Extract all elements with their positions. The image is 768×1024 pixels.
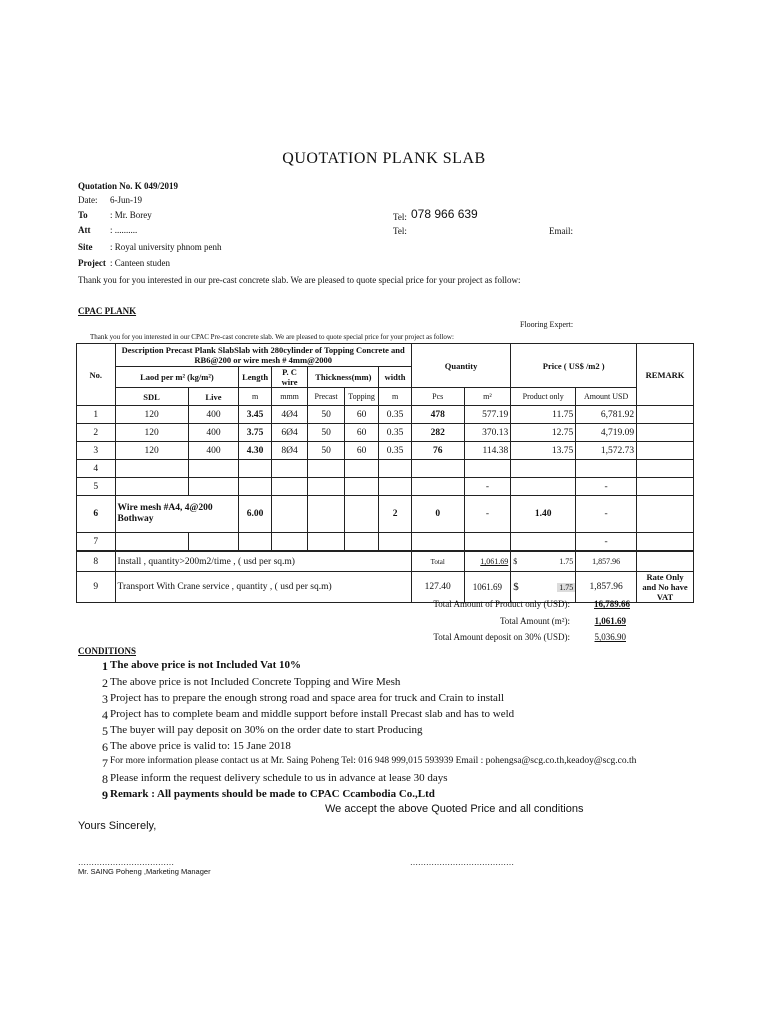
header-row-3 <box>77 388 694 406</box>
cell-length: 4.30 <box>239 442 271 460</box>
signatory-name: Mr. SAING Poheng ,Marketing Manager <box>78 867 211 876</box>
header-quantity: Quantity <box>411 344 510 388</box>
project-label: Project <box>78 258 106 268</box>
cell-pcs: 282 <box>411 424 464 442</box>
site-value: : Royal university phnom penh <box>110 242 222 252</box>
cell-dollar: $ <box>513 581 519 593</box>
cell-description: Transport With Crane service , quantity , ( usd per sq.m) <box>115 572 411 603</box>
cell-m2: - <box>464 496 511 533</box>
cell-pc-wire: 6Ø4 <box>271 424 308 442</box>
sub-precast: Precast <box>308 388 345 406</box>
table-row <box>77 460 694 478</box>
total-m2-value: 1,061.69 <box>594 616 626 626</box>
tel-label: Tel: <box>393 212 407 222</box>
cell-pcs: 127.40 <box>411 572 464 603</box>
condition-item-6: 6 The above price is valid to: 15 Jane 2018 <box>102 740 291 754</box>
cell-price: 1.75 <box>559 583 574 592</box>
cell-sdl: 120 <box>115 406 188 424</box>
condition-item-7: 7 For more information please contact us at Mr. Saing Poheng Tel: 016 948 999,015 593939 Email : pohengsa@scg.co.th,keadoy@scg.co.th <box>102 756 637 770</box>
table-row <box>77 551 694 572</box>
header-pc-wire: P. C wire <box>271 367 308 388</box>
sub-m: m <box>239 388 271 406</box>
cell-remark: Rate Only and No have VAT <box>637 572 694 603</box>
cell-width: 0.35 <box>379 424 412 442</box>
date-label: Date: <box>78 195 98 205</box>
conditions-title: CONDITIONS <box>78 646 137 656</box>
att-label: Att <box>78 225 91 235</box>
condition-item-1: 1 The above price is not Included Vat 10% <box>102 659 301 673</box>
cell-no: 7 <box>77 533 116 552</box>
cell-price: 13.75 <box>511 442 576 460</box>
table-row <box>77 406 694 424</box>
cell-m2: 1061.69 <box>464 572 511 603</box>
cell-dollar: $ <box>513 557 518 566</box>
signature-line-left: ……………………………… <box>78 858 174 867</box>
date-value: 6-Jun-19 <box>110 195 142 205</box>
cell-live: 400 <box>188 424 239 442</box>
cell-pc-wire: 4Ø4 <box>271 406 308 424</box>
cell-amount: - <box>576 478 637 496</box>
cell-total: 1,061.69 <box>464 551 511 572</box>
cell-length: 3.45 <box>239 406 271 424</box>
cell-no: 9 <box>77 572 116 603</box>
signature-line-right: ………………………………… <box>410 858 514 867</box>
cell-price: 11.75 <box>511 406 576 424</box>
cell-remark <box>637 406 694 424</box>
cell-price: 12.75 <box>511 424 576 442</box>
site-label: Site <box>78 242 93 252</box>
condition-item-5: 5 The buyer will pay deposit on 30% on the order date to start Producing <box>102 724 423 738</box>
cell-precast: 50 <box>308 424 345 442</box>
cell-no: 5 <box>77 478 116 496</box>
cell-width: 0.35 <box>379 406 412 424</box>
condition-item-8: 8 Please inform the request delivery schedule to us in advance at lease 30 days <box>102 772 448 786</box>
cell-pcs: 478 <box>411 406 464 424</box>
to-value: : Mr. Borey <box>110 210 152 220</box>
condition-item-3: 3 Project has to prepare the enough strong road and space area for truck and Crain to install <box>102 692 505 706</box>
cell-pcs: 0 <box>411 496 464 533</box>
cell-description: Wire mesh #A4, 4@200 Bothway <box>115 496 239 533</box>
table-row <box>77 424 694 442</box>
total-deposit-value: 5,036.90 <box>594 632 626 642</box>
total-m2-label: Total Amount (m²): <box>499 616 570 626</box>
cell-amount: - <box>576 533 637 552</box>
cell-width: 0.35 <box>379 442 412 460</box>
header-row-1 <box>77 344 694 367</box>
header-width: width <box>379 367 412 388</box>
cell-amount: 1,857.96 <box>576 551 637 572</box>
cell-m2: 577.19 <box>464 406 511 424</box>
header-no: No. <box>77 344 116 406</box>
cell-precast: 50 <box>308 442 345 460</box>
cell-amount: 1,572.73 <box>576 442 637 460</box>
cell-topping: 60 <box>344 442 378 460</box>
att-value: : .......... <box>110 225 138 235</box>
table-row <box>77 572 694 603</box>
quotation-table <box>76 343 694 603</box>
header-price: Price ( US$ /m2 ) <box>511 344 637 388</box>
table-row <box>77 533 694 552</box>
cell-amount: 6,781.92 <box>576 406 637 424</box>
header-description: Description Precast Plank SlabSlab with 280cylinder of Topping Concrete and RB6@200 or wire mesh # 4mm@2000 <box>115 344 411 367</box>
cell-pcs: 76 <box>411 442 464 460</box>
sub-topping: Topping <box>344 388 378 406</box>
email-label: Email: <box>549 226 573 236</box>
sub-mmm: mmm <box>271 388 308 406</box>
document-title: QUOTATION PLANK SLAB <box>282 150 486 167</box>
cell-no: 4 <box>77 460 116 478</box>
cell-live: 400 <box>188 442 239 460</box>
cell-m2: - <box>464 478 511 496</box>
flooring-label: Flooring Expert: <box>520 320 574 329</box>
cell-sdl: 120 <box>115 424 188 442</box>
sub-m2: m² <box>464 388 511 406</box>
cell-pc-wire: 8Ø4 <box>271 442 308 460</box>
cell-amount: 1,857.96 <box>576 572 637 603</box>
intro-text: Thank you for you interested in our pre-cast concrete slab. We are pleased to quote special price for your project as follow: <box>78 275 521 285</box>
sub-m-width: m <box>379 388 412 406</box>
sub-pcs: Pcs <box>411 388 464 406</box>
cell-remark <box>637 424 694 442</box>
tel2-label: Tel: <box>393 226 407 236</box>
cell-m2: 370.13 <box>464 424 511 442</box>
accept-text: We accept the above Quoted Price and all conditions <box>325 803 584 815</box>
sub-amount-usd: Amount USD <box>576 388 637 406</box>
condition-item-4: 4 Project has to complete beam and middle support before install Precast slab and has to weld <box>102 708 515 722</box>
cell-no: 6 <box>77 496 116 533</box>
header-load: Laod per m² (kg/m²) <box>115 367 239 388</box>
table-row <box>77 496 694 533</box>
cell-precast: 50 <box>308 406 345 424</box>
condition-item-9: 9 Remark : All payments should be made to CPAC Ccambodia Co.,Ltd <box>102 788 435 802</box>
cell-topping: 60 <box>344 406 378 424</box>
cell-amount: 4,719.09 <box>576 424 637 442</box>
sub-product-only: Product only <box>511 388 576 406</box>
cell-price: 1.75 <box>559 557 574 566</box>
cell-live: 400 <box>188 406 239 424</box>
cell-amount: - <box>576 496 637 533</box>
condition-item-2: 2 The above price is not Included Concrete Topping and Wire Mesh <box>102 676 401 690</box>
cell-description: Install , quantity>200m2/time , ( usd per sq.m) <box>115 551 411 572</box>
tel-value: 078 966 639 <box>411 207 478 221</box>
total-product-value: 16,789.66 <box>594 599 630 609</box>
cell-total-label: Total <box>411 551 464 572</box>
quotation-number: Quotation No. K 049/2019 <box>78 181 179 191</box>
cell-width: 2 <box>379 496 412 533</box>
cell-price: 1.40 <box>511 496 576 533</box>
table-row <box>77 442 694 460</box>
total-deposit-label: Total Amount deposit on 30% (USD): <box>433 632 570 642</box>
cell-length: 6.00 <box>239 496 271 533</box>
cell-m2: 114.38 <box>464 442 511 460</box>
cell-no: 2 <box>77 424 116 442</box>
sub-live: Live <box>188 388 239 406</box>
table-row <box>77 478 694 496</box>
yours-sincerely: Yours Sincerely, <box>78 820 157 832</box>
cell-sdl: 120 <box>115 442 188 460</box>
cell-no: 8 <box>77 551 116 572</box>
cell-topping: 60 <box>344 424 378 442</box>
header-thickness: Thickness(mm) <box>308 367 379 388</box>
total-product-label: Total Amount of Product only (USD): <box>433 599 570 609</box>
intro-small: Thank you for you interested in our CPAC Pre-cast concrete slab. We are pleased to quote special price for your project as follow: <box>90 333 454 341</box>
project-value: : Canteen studen <box>110 258 170 268</box>
sub-sdl: SDL <box>115 388 188 406</box>
header-length: Length <box>239 367 271 388</box>
section-title: CPAC PLANK <box>78 306 137 316</box>
cell-no: 3 <box>77 442 116 460</box>
cell-remark <box>637 442 694 460</box>
cell-length: 3.75 <box>239 424 271 442</box>
cell-no: 1 <box>77 406 116 424</box>
to-label: To <box>78 210 88 220</box>
header-remark: REMARK <box>637 344 694 406</box>
